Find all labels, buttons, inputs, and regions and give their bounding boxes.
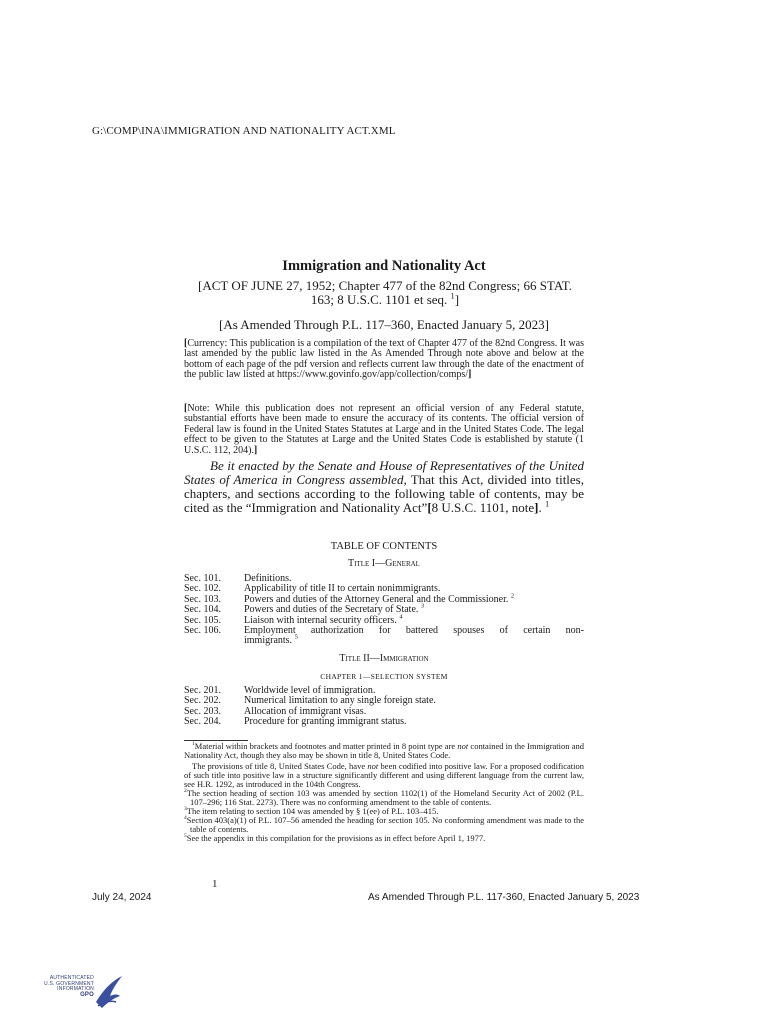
footer-amended-through: As Amended Through P.L. 117-360, Enacted January 5, 2023 bbox=[368, 892, 640, 903]
enacting-clause-text: That this Act, divided into titles, chapters, and sections according to the following table of contents, may be cited as the “Immigration and Nationality Act” bbox=[184, 472, 584, 515]
file-path: G:\COMP\INA\IMMIGRATION AND NATIONALITY ACT.XML bbox=[92, 125, 396, 137]
toc-section-number: Sec. 201. bbox=[184, 685, 221, 696]
toc-item-continuation bbox=[184, 636, 584, 646]
toc-section-number: Sec. 104. bbox=[184, 604, 221, 616]
toc-section-number: Sec. 105. bbox=[184, 614, 221, 626]
gpo-eagle-icon bbox=[92, 972, 126, 1012]
toc-section-number: Sec. 102. bbox=[184, 583, 221, 595]
footnote-2: $^2$The section heading of section 103 was amended by section 1102(1) of the Homeland Security Act of 2002 (P.L. 107–296; 116 Stat. 2273). There was no conforming amendment to the table of contents. bbox=[184, 788, 584, 807]
toc-title-1: Title I—General bbox=[348, 558, 420, 569]
footnote-3-text: The item relating to section 104 was amended by § 1(ee) of P.L. 103–415. bbox=[186, 806, 439, 816]
toc-section-number: Sec. 106. bbox=[184, 625, 221, 637]
gpo-authentication-logo bbox=[44, 972, 128, 1012]
toc-section-number: Sec. 103. bbox=[184, 593, 221, 605]
page-number: 1 bbox=[212, 878, 218, 890]
footnote-ref-2: 2 bbox=[510, 592, 515, 600]
toc-section-title: Procedure for granting immigrant status. bbox=[244, 716, 407, 728]
currency-note: [Currency: This publication is a compilation of the text of Chapter 477 of the 82nd Congress. It was last amended by the public law listed in the As Amended Through note above and below at the bottom of each page of the pdf version and reflects current law through the date of the enactment of the public law listed at https://www.govinfo.gov/app/collection/comps/] bbox=[184, 338, 584, 381]
toc-chapter-1-list bbox=[184, 686, 584, 728]
toc-item[interactable] bbox=[184, 717, 584, 727]
act-reference-text: [ACT OF JUNE 27, 1952; Chapter 477 of the 82nd Congress; 66 STAT. 163; 8 U.S.C. 1101 et seq. bbox=[197, 278, 573, 307]
toc-title-1-list bbox=[184, 574, 584, 647]
act-reference-end: ] bbox=[454, 292, 460, 307]
footnote-5-text: See the appendix in this compilation for the provisions as in effect before April 1, 1977. bbox=[186, 833, 486, 843]
footnote-1-emphasis: not bbox=[457, 741, 469, 751]
footnote-ref-4: 4 bbox=[399, 613, 403, 621]
toc-section-number: Sec. 203. bbox=[184, 705, 221, 717]
footnote-ref-1b: 1 bbox=[544, 498, 550, 509]
footnote-5: $^5$See the appendix in this compilation for the provisions as in effect before April 1, 1977. bbox=[184, 833, 486, 843]
toc-section-title: Powers and duties of the Secretary of State. bbox=[244, 604, 419, 616]
footer-date: July 24, 2024 bbox=[92, 892, 152, 903]
footnote-1-text-b: contained in the Immigration and Nationality Act, though they also may be shown in title 8, United States Code. bbox=[184, 741, 584, 760]
toc-section-number: Sec. 101. bbox=[184, 573, 221, 584]
toc-title-2: Title II—Immigration bbox=[339, 653, 429, 664]
amended-through-line: [As Amended Through P.L. 117–360, Enacted January 5, 2023] bbox=[218, 317, 549, 332]
toc-heading: TABLE OF CONTENTS bbox=[330, 541, 438, 552]
toc-section-title-cont: immigrants. bbox=[244, 635, 293, 647]
gpo-logo-text bbox=[44, 976, 94, 998]
toc-chapter-1: CHAPTER 1—SELECTION SYSTEM bbox=[320, 672, 448, 681]
footnote-3: $^3$The item relating to section 104 was amended by § 1(ee) of P.L. 103–415. bbox=[184, 806, 439, 816]
toc-section-number: Sec. 202. bbox=[184, 695, 221, 707]
logo-line-1: AUTHENTICATED bbox=[49, 975, 94, 981]
footnote-1: $^1$Material within brackets and footnotes and matter printed in 8 point type are not contained in the Immigration and Nationality Act, though they also may be shown in title 8, United States Code. bbox=[184, 741, 584, 760]
footnote-1-paragraph bbox=[184, 762, 584, 789]
act-reference bbox=[190, 279, 580, 307]
logo-line-3: INFORMATION bbox=[57, 986, 94, 993]
logo-line-2: U.S. GOVERNMENT bbox=[44, 980, 94, 987]
footnote-1-para-emphasis: not bbox=[367, 761, 379, 771]
logo-line-4: GPO bbox=[80, 991, 94, 998]
footnote-ref-3: 3 bbox=[420, 602, 425, 610]
footnote-1-text-a: Material within brackets and footnotes and matter printed in 8 point type are bbox=[194, 741, 458, 751]
currency-note-text: Currency: This publication is a compilation of the text of Chapter 477 of the 82nd Congress. It was last amended by the public law listed in the As Amended Through note above and below at the bottom of each page of the pdf version and reflects current law through the date of the enactment of the public law listed at https://www.govinfo.gov/app/collection/comps/ bbox=[184, 338, 584, 381]
footnote-2-text: The section heading of section 103 was amended by section 1102(1) of the Homeland Security Act of 2002 (P.L. 107–296; 116 Stat. 2273). There was no conforming amendment to the table of contents. bbox=[186, 788, 584, 807]
toc-section-title: Applicability of title II to certain nonimmigrants. bbox=[244, 583, 441, 595]
footnotes bbox=[184, 742, 584, 843]
enacting-citation: 8 U.S.C. 1101, note bbox=[431, 500, 535, 515]
footnote-4-text: Section 403(a)(1) of P.L. 107–56 amended the heading for section 105. No conforming amendment was made to the table of contents. bbox=[186, 815, 584, 834]
document-title: Immigration and Nationality Act bbox=[282, 258, 486, 274]
footnote-1-para-a: The provisions of title 8, United States Code, have bbox=[192, 761, 368, 771]
footnote-1-para-b: been codified into positive law. For a proposed codification of such title into positive law in a structure significantly different and using different language from the current law, see H.R. 1292, as introduced in the 104th Congress. bbox=[184, 761, 585, 789]
toc-section-title: Numerical limitation to any single foreign state. bbox=[244, 695, 436, 707]
official-note-text: Note: While this publication does not represent an official version of any Federal statute, substantial efforts have been made to ensure the accuracy of its contents. The official version of Federal law is found in the United States Statutes at Large and in the United States Code. The legal effect to be given to the Statutes at Large and the United States Code is established by statute (1 U.S.C. 112, 204). bbox=[184, 403, 584, 456]
official-version-note: [Note: While this publication does not represent an official version of any Federal statute, substantial efforts have been made to ensure the accuracy of its contents. The official version of Federal law is found in the United States Statutes at Large and in the United States Code. The legal effect to be given to the Statutes at Large and the United States Code is established by statute (1 U.S.C. 112, 204).] bbox=[184, 403, 584, 456]
toc-section-title: Allocation of immigrant visas. bbox=[244, 705, 367, 717]
enacting-clause: Be it enacted by the Senate and House of Representatives of the United States of America in Congress assembled, That this Act, divided into titles, chapters, and sections according to the following table of contents, may be cited as the “Immigration and Nationality Act”[8 U.S.C. 1101, note]. $^1$ bbox=[184, 458, 584, 515]
enacting-clause-italic: Be it enacted by the Senate and House of Representatives of the United States of America in Congress assembled, bbox=[184, 458, 584, 487]
toc-section-number: Sec. 204. bbox=[184, 716, 221, 728]
toc-section-title: Worldwide level of immigration. bbox=[244, 685, 376, 696]
toc-section-title: Liaison with internal security officers. bbox=[244, 614, 397, 626]
toc-section-title: Powers and duties of the Attorney General and the Commissioner. bbox=[244, 593, 509, 605]
footnote-4: $^4$Section 403(a)(1) of P.L. 107–56 amended the heading for section 105. No conforming amendment was made to the table of contents. bbox=[184, 815, 584, 834]
toc-section-title: Definitions. bbox=[244, 573, 292, 584]
footnote-ref-1: 1 bbox=[450, 290, 455, 301]
footnote-ref-5: 5 bbox=[294, 634, 298, 642]
toc-section-title: Employment authorization for battered spouses of certain non- bbox=[244, 625, 584, 637]
